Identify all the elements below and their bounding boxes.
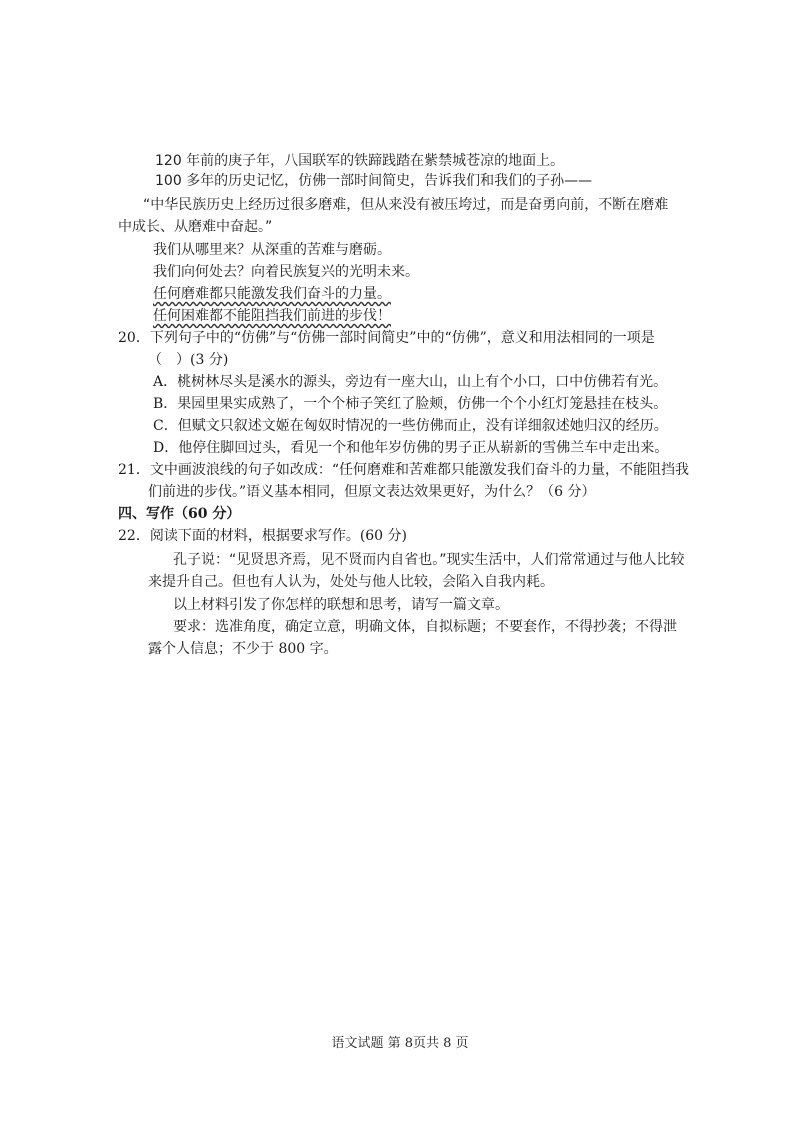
passage-line-3: “中华民族历史上经历过很多磨难，但从来没有被压垮过，而是奋勇向前，不断在磨难	[143, 197, 669, 213]
page-footer: 语文试题 第 8页共 8 页	[331, 1036, 469, 1051]
wavy-underlined-sentence-2: 任何困难都不能阻挡我们前进的步伐！	[153, 308, 391, 324]
q20-stem: 20．下列句子中的“仿佛”与“仿佛一部时间简史”中的“仿佛”，意义和用法相同的一项是	[118, 330, 655, 346]
q20-option-c: C．但赋文只叙述文姬在匈奴时情况的一些仿佛而止，没有详细叙述她归汉的经历。	[153, 418, 668, 434]
passage-line-1: 120 年前的庚子年，八国联军的铁蹄践踏在紫禁城苍凉的地面上。	[155, 153, 565, 169]
q20-option-b: B．果园里果实成熟了，一个个柿子笑红了脸颊，仿佛一个个小红灯笼悬挂在枝头。	[153, 396, 668, 412]
passage-line-4: 中成长、从磨难中奋起。”	[118, 219, 273, 235]
q20-option-d: D．他停住脚回过头，看见一个和他年岁仿佛的男子正从崭新的雪佛兰车中走出来。	[153, 440, 669, 456]
q22-requirement-line-2: 露个人信息；不少于 800 字。	[148, 641, 338, 657]
passage-line-2: 100 多年的历史记忆，仿佛一部时间简史，告诉我们和我们的子孙——	[155, 173, 593, 189]
q20-paren: （ ）(3 分)	[148, 352, 229, 368]
q22-material-line-3: 以上材料引发了你怎样的联想和思考，请写一篇文章。	[173, 597, 509, 613]
q22-material-line-1: 孔子说：“见贤思齐焉，见不贤而内自省也。”现实生活中，人们常常通过与他人比较	[173, 552, 685, 568]
q22-stem: 22．阅读下面的材料，根据要求写作。(60 分)	[118, 528, 408, 544]
passage-line-6: 我们向何处去？向着民族复兴的光明未来。	[153, 264, 419, 280]
q22-requirement-line-1: 要求：选准角度，确定立意，明确文体，自拟标题；不要套作，不得抄袭；不得泄	[173, 619, 677, 635]
q21-line-1: 21．文中画波浪线的句子如改成：“任何磨难和苦难都只能激发我们奋斗的力量，不能阻挡我	[118, 462, 689, 478]
passage-line-5: 我们从哪里来？从深重的苦难与磨砺。	[153, 242, 391, 258]
q21-line-2: 们前进的步伐。”语义基本相同，但原文表达效果更好，为什么？（6 分）	[148, 484, 596, 500]
q20-option-a: A．桃树林尽头是溪水的源头，旁边有一座大山，山上有个小口，口中仿佛若有光。	[153, 374, 668, 390]
section-heading-writing: 四、写作（60 分）	[118, 506, 241, 522]
q22-material-line-2: 来提升自己。但也有人认为，处处与他人比较，会陷入自我内耗。	[148, 574, 554, 590]
wavy-underlined-sentence-1: 任何磨难都只能激发我们奋斗的力量。	[153, 286, 391, 302]
